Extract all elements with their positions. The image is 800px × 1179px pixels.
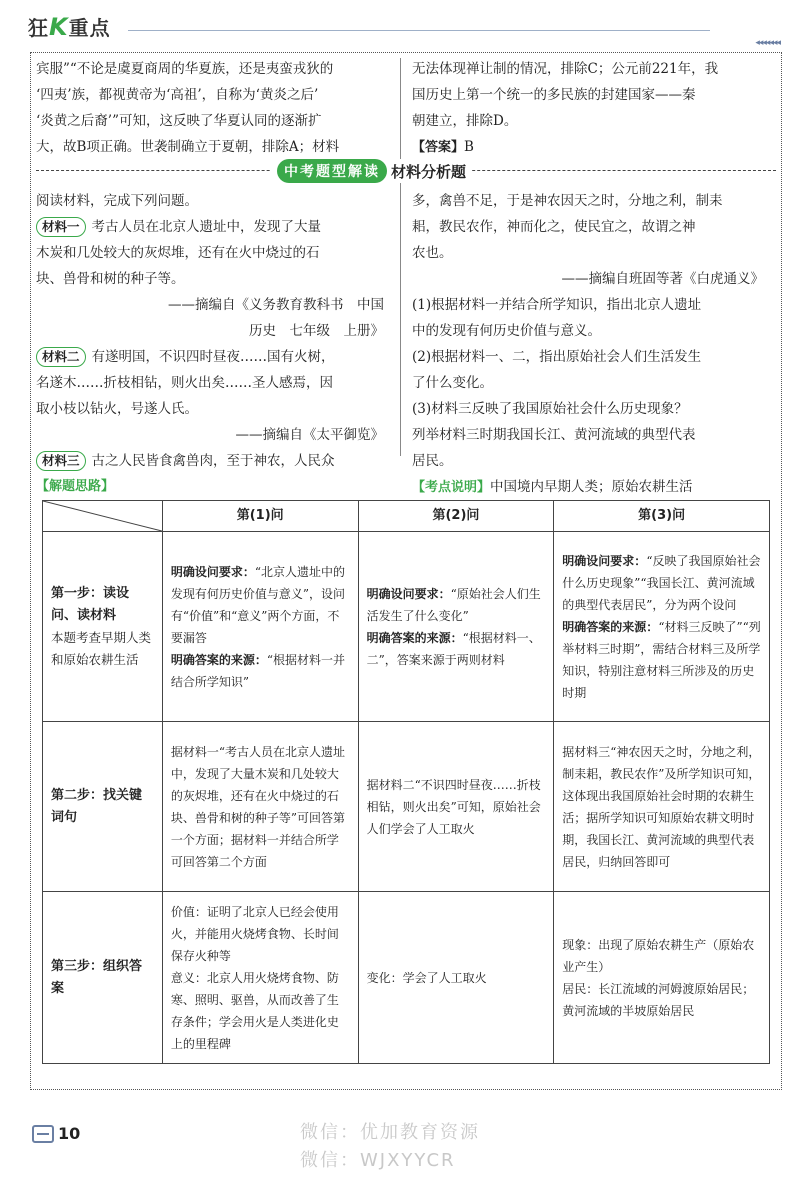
table-header-row	[43, 501, 770, 532]
table-row	[43, 892, 770, 1064]
col-header-q3: 第(3)问	[554, 501, 770, 532]
table-row	[43, 532, 770, 722]
page-footer	[32, 1124, 80, 1143]
step-3-cell: 第三步：组织答案	[43, 892, 163, 1064]
page-number: 10	[58, 1124, 81, 1143]
diagonal-cell	[43, 501, 163, 532]
prev-analysis-right: 无法体现禅让制的情况，排除C；公元前221年，我 国历史上第一个统一的多民族的封建国家——秦 朝建立，排除D。 【答案】B	[412, 56, 772, 161]
step-3-q2: 变化：学会了人工取火	[358, 892, 554, 1064]
solution-table	[42, 500, 770, 1064]
answer-line: 【答案】B	[412, 139, 474, 155]
solution-heading: 【解题思路】	[36, 479, 115, 494]
question-1: (1)根据材料一并结合所学知识，指出北京人遗址	[412, 297, 702, 313]
step-2-q3: 据材料三“神农因天之时，分地之利，制耒耜，教民农作”及所学知识可知，这体现出我国原始社会时期的农耕生活；据所学知识可知原始农耕文明时期，我国长江、黄河流域的典型代表居民，归纳回答即可	[554, 722, 770, 892]
step-3-q3: 现象：出现了原始农耕生产（原始农业产生） 居民：长江流域的河姆渡原始居民；黄河流域的半坡原始居民	[554, 892, 770, 1064]
step-2-q2: 据材料二“不识四时昼夜……折枝相钻，则火出矣”可知，原始社会人们学会了人工取火	[358, 722, 554, 892]
step-1-q1: 明确设问要求：“北京人遗址中的发现有何历史价值与意义”，设问有“价值”和“意义”两个方面，不要漏答 明确答案的来源：“根据材料一并结合所学知识”	[162, 532, 358, 722]
step-2-cell: 第二步：找关键词句	[43, 722, 163, 892]
materials-left: 阅读材料，完成下列问题。 材料一 考古人员在北京人遗址中，发现了大量 木炭和几处较大的灰烬堆，还有在火中烧过的石 块、兽骨和树的种子等。 ——摘编自《义务教育教科书 中国 历史 七年级 上册》 材料二 有遂明国，不识四时昼夜……国有火树， 名遂木……折枝相钻，则火出矣……圣人感焉，因 取小枝以钻火，号遂人氏。 ——摘编自《太平御览》 材料三 古之人民皆食禽兽肉，至于神农，人民众	[36, 188, 394, 474]
col-header-q2: 第(2)问	[358, 501, 554, 532]
material-2-tag: 材料二	[36, 347, 86, 367]
materials-right: 多，禽兽不足，于是神农因天之时，分地之利，制耒 耜，教民农作，神而化之，使民宜之，故谓之神 农也。 ——摘编自班固等著《白虎通义》 (1)根据材料一并结合所学知识，指出北京人遗址 中的发现有何历史价值与意义。 (2)根据材料一、二，指出原始社会人们生活发生 了什么变化。 (3)材料三反映了我国原始社会什么历史现象？ 列举材料三时期我国长江、黄河流域的典型代表 居民。 【考点说明】中国境内早期人类；原始农耕生活	[412, 188, 774, 501]
step-1-cell: 第一步：读设问、读材料 本题考查早期人类和原始农耕生活	[43, 532, 163, 722]
material-1-tag: 材料一	[36, 217, 86, 237]
question-2: (2)根据材料一、二，指出原始社会人们生活发生	[412, 349, 702, 365]
banner-title: 材料分析题	[391, 162, 467, 181]
header-arrows-icon: ◂◂◂◂◂◂◂	[755, 38, 780, 48]
table-row	[43, 722, 770, 892]
watermark-1: 微信：优加教育资源	[300, 1122, 480, 1143]
column-divider	[400, 58, 401, 456]
step-2-q1: 据材料一“考古人员在北京人遗址中，发现了大量木炭和几处较大的灰烬堆，还有在火中烧过的石块、兽骨和树的种子等”可回答第一个方面；据材料一并结合所学可回答第二个方面	[162, 722, 358, 892]
step-1-q2: 明确设问要求：“原始社会人们生活发生了什么变化” 明确答案的来源：“根据材料一、二”，答案来源于两则材料	[358, 532, 554, 722]
watermark-2: 微信：WJXYYCR	[300, 1150, 456, 1171]
book-icon	[32, 1125, 54, 1143]
question-3: (3)材料三反映了我国原始社会什么历史现象？	[412, 401, 688, 417]
page-header	[28, 10, 780, 46]
brand-logo: 狂K重点	[28, 13, 111, 41]
section-banner	[36, 159, 776, 183]
prev-analysis-left: 宾服”“不论是虞夏商周的华夏族，还是夷蛮戎狄的 ‘四夷’族，都视黄帝为‘高祖’，自称为‘黄炎之后’ ‘炎黄之后裔’”可知，这反映了华夏认同的逐渐扩 大，故B项正确。世袭制确立于夏朝，排除A；材料	[36, 61, 340, 155]
material-3-tag: 材料三	[36, 451, 86, 471]
banner-label: 中考题型解读	[277, 159, 387, 183]
step-3-q1: 价值：证明了北京人已经会使用火，并能用火烧烤食物、长时间保存火种等 意义：北京人用火烧烤食物、防寒、照明、驱兽，从而改善了生存条件；学会用火是人类进化史上的里程碑	[162, 892, 358, 1064]
col-header-q1: 第(1)问	[162, 501, 358, 532]
step-1-q3: 明确设问要求：“反映了我国原始社会什么历史现象”“我国长江、黄河流域的典型代表居民”，分为两个设问 明确答案的来源：“材料三反映了”“列举材料三时期”，需结合材料三及所学知识，特别注意材料三所涉及的历史时期	[554, 532, 770, 722]
intro-text: 阅读材料，完成下列问题。	[36, 193, 198, 209]
header-rule	[128, 30, 710, 31]
kaodian-line: 【考点说明】中国境内早期人类；原始农耕生活	[412, 479, 693, 495]
